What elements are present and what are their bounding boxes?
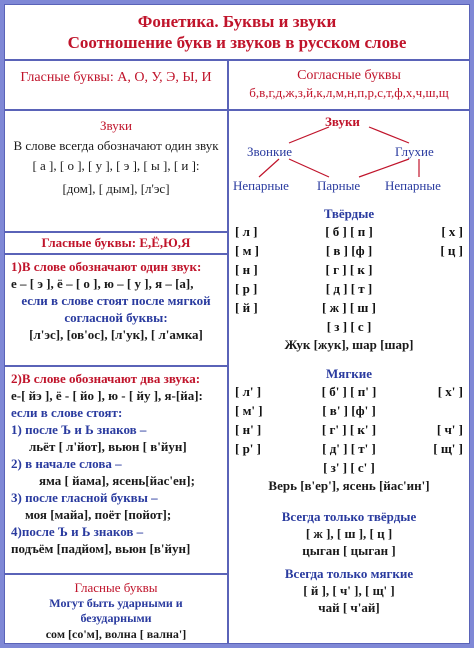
tree-unpaired-right: Непарные bbox=[385, 178, 441, 193]
stress-example: сом [со'м], волна [ вална'] bbox=[45, 627, 187, 641]
hard-cell bbox=[403, 298, 463, 317]
case-3-example: моя [майа], поёт [пойот]; bbox=[25, 507, 172, 522]
vowel-sounds-section bbox=[5, 111, 227, 233]
two-sounds-rule: если в слове стоят: bbox=[11, 405, 123, 420]
soft-row bbox=[235, 458, 463, 477]
soft-cell: [ в' ] [ф' ] bbox=[322, 403, 376, 418]
soft-cell: [ ч' ] bbox=[436, 422, 463, 437]
consonants-column bbox=[229, 61, 469, 643]
hard-row bbox=[235, 298, 463, 317]
one-sound-pairs: е – [ э ], ё – [ о ], ю – [ у ], я – [а], bbox=[11, 276, 194, 291]
tree-paired: Парные bbox=[317, 178, 361, 193]
case-3: 3) после гласной буквы – bbox=[11, 490, 158, 505]
hard-row bbox=[235, 317, 463, 336]
soft-cell bbox=[403, 401, 463, 420]
consonants-header bbox=[229, 61, 469, 111]
hard-heading: Твёрдые bbox=[323, 206, 375, 221]
consonants-heading: Согласные буквы bbox=[297, 68, 401, 83]
hard-cell: [ р ] bbox=[235, 281, 258, 296]
iotated-heading: Гласные буквы: Е,Ё,Ю,Я bbox=[41, 235, 191, 250]
page-subtitle: Соотношение букв и звуков в русском слове bbox=[67, 33, 407, 52]
always-hard-example: цыган [ цыган ] bbox=[302, 543, 396, 558]
hard-cell bbox=[235, 317, 295, 336]
hard-cell: [ ц ] bbox=[440, 243, 463, 258]
soft-example: Верь [в'ер'], ясень [йас'ин'] bbox=[268, 478, 430, 493]
hard-cell bbox=[403, 279, 463, 298]
always-soft-heading: Всегда только мягкие bbox=[284, 566, 414, 581]
soft-cell: [ г' ] [ к' ] bbox=[321, 422, 377, 437]
hard-cell: [ й ] bbox=[235, 300, 258, 315]
one-sound-title: 1)В слове обозначают один звук: bbox=[11, 259, 202, 274]
hard-cell: [ ж ] [ ш ] bbox=[322, 300, 376, 315]
hard-example: Жук [жук], шар [шар] bbox=[284, 337, 414, 352]
case-2-example: яма [ йама], ясень[йас'ен]; bbox=[39, 473, 195, 488]
hard-cell: [ х ] bbox=[441, 224, 463, 239]
vowels-column bbox=[5, 61, 229, 643]
soft-cell: [ р' ] bbox=[235, 441, 261, 456]
tree-unpaired-left: Непарные bbox=[233, 178, 289, 193]
hard-row bbox=[235, 241, 463, 260]
soft-cell: [ м' ] bbox=[235, 403, 263, 418]
soft-row bbox=[235, 439, 463, 458]
sounds-examples: [дом], [ дым], [л'эс] bbox=[62, 181, 170, 196]
case-1: 1) после Ъ и Ь знаков – bbox=[11, 422, 147, 437]
soft-cell: [ х' ] bbox=[437, 384, 463, 399]
soft-cell: [ д' ] [ т' ] bbox=[322, 441, 376, 456]
hard-grid bbox=[235, 222, 463, 336]
sheet-header bbox=[5, 5, 469, 61]
hard-cell: [ д ] [ т ] bbox=[325, 281, 373, 296]
soft-cell: [ л' ] bbox=[235, 384, 262, 399]
hard-cell: [ л ] bbox=[235, 224, 258, 239]
case-2: 2) в начале слова – bbox=[11, 456, 122, 471]
always-soft-example: чай [ ч'ай] bbox=[318, 600, 380, 615]
stress-text: Могут быть ударными и безударными bbox=[49, 596, 183, 625]
soft-heading: Мягкие bbox=[326, 366, 372, 381]
two-sounds-pairs: е-[ йэ ], ё - [ йо ], ю - [ йу ], я-[йа]: bbox=[11, 388, 203, 403]
always-hard-heading: Всегда только твёрдые bbox=[281, 509, 417, 524]
soft-cell: [ б' ] [ п' ] bbox=[321, 384, 377, 399]
hard-cell: [ н ] bbox=[235, 262, 258, 277]
two-sounds-section bbox=[5, 367, 227, 575]
tree-sounds: Звуки bbox=[325, 114, 360, 129]
hard-row bbox=[235, 222, 463, 241]
hard-cell: [ в ] [ф ] bbox=[325, 243, 373, 258]
soft-row bbox=[235, 382, 463, 401]
always-soft bbox=[229, 559, 469, 616]
tree-arrows bbox=[229, 111, 469, 205]
soft-row bbox=[235, 401, 463, 420]
always-hard-list: [ ж ], [ ш ], [ ц ] bbox=[305, 526, 393, 541]
one-sound-rule: если в слове стоят после мягкой согласной буквы: bbox=[21, 293, 211, 325]
hard-consonants bbox=[229, 205, 469, 353]
always-soft-list: [ й ], [ ч' ], [ щ' ] bbox=[303, 583, 395, 598]
soft-cell: [ н' ] bbox=[235, 422, 262, 437]
iotated-header bbox=[5, 233, 227, 255]
hard-cell: [ г ] [ к ] bbox=[325, 262, 373, 277]
sounds-heading: Звуки bbox=[100, 118, 132, 133]
hard-cell: [ з ] [ с ] bbox=[326, 319, 372, 334]
sounds-text: В слове всегда обозначают один звук bbox=[13, 138, 219, 153]
phonetics-sheet bbox=[4, 4, 470, 644]
hard-row bbox=[235, 260, 463, 279]
soft-row bbox=[235, 420, 463, 439]
hard-cell: [ м ] bbox=[235, 243, 260, 258]
tree-voiceless: Глухие bbox=[395, 144, 434, 159]
soft-grid bbox=[235, 382, 463, 477]
soft-cell: [ з' ] [ с' ] bbox=[323, 460, 375, 475]
hard-cell bbox=[403, 317, 463, 336]
one-sound-section bbox=[5, 255, 227, 367]
soft-consonants bbox=[229, 353, 469, 494]
two-sounds-title: 2)В слове обозначают два звука: bbox=[11, 371, 201, 386]
hard-row bbox=[235, 279, 463, 298]
case-4-example: подъём [падйом], вьюн [в'йун] bbox=[11, 541, 191, 556]
stress-heading: Гласные буквы bbox=[74, 580, 158, 595]
consonants-letters: б,в,г,д,ж,з,й,к,л,м,н,п,р,с,т,ф,х,ч,ш,щ bbox=[249, 85, 449, 100]
case-4: 4)после Ъ и Ь знаков – bbox=[11, 524, 144, 539]
case-1-example: льёт [ л'йот], вьюн [ в'йун] bbox=[29, 439, 187, 454]
soft-cell: [ щ' ] bbox=[433, 441, 463, 456]
stress-section bbox=[5, 575, 227, 643]
hard-cell: [ б ] [ п ] bbox=[325, 224, 373, 239]
soft-cell bbox=[235, 458, 295, 477]
classification-tree bbox=[229, 111, 469, 205]
hard-cell bbox=[403, 260, 463, 279]
one-sound-examples: [л'эс], [ов'ос], [л'ук], [ л'амка] bbox=[29, 327, 203, 342]
page-title: Фонетика. Буквы и звуки bbox=[137, 12, 337, 31]
sounds-list: [ а ], [ о ], [ у ], [ э ], [ ы ], [ и ]: bbox=[32, 158, 200, 173]
tree-voiced: Звонкие bbox=[247, 144, 293, 159]
vowels-header bbox=[5, 61, 227, 111]
soft-cell bbox=[403, 458, 463, 477]
always-hard bbox=[229, 494, 469, 559]
vowels-heading: Гласные буквы: А, О, У, Э, Ы, И bbox=[20, 70, 212, 85]
